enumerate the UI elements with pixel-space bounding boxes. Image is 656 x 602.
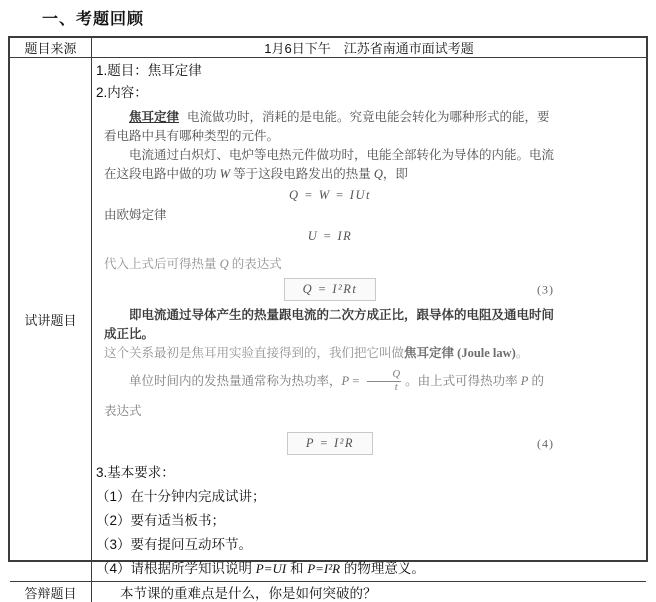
requirement-item-3: （3）要有提问互动环节。 <box>96 537 253 552</box>
formula-q-i2rt: Q = I²Rt <box>284 278 377 301</box>
equation-row-1 <box>104 186 556 205</box>
source-label: 题目来源 <box>10 38 92 57</box>
requirement-item-2: （2）要有适当板书； <box>96 513 226 528</box>
requirement-item-1: （1）在十分钟内完成试讲； <box>96 489 266 504</box>
source-row <box>10 38 646 58</box>
joule-law-term: 焦耳定律 <box>129 110 180 124</box>
defense-value: 本节课的重难点是什么，你是如何突破的？ <box>120 586 377 601</box>
fraction-numerator: Q <box>392 369 401 381</box>
formula-p-i2r: P = I²R <box>287 432 373 455</box>
equals-sign: = <box>349 374 363 388</box>
formula-p-i2r-inline: P=I²R <box>307 561 341 576</box>
fraction-denominator: t <box>367 381 401 394</box>
symbol-q2: Q <box>219 257 229 271</box>
joule-bold-statement: 即电流通过导体产生的热量跟电流的二次方成正比，跟导体的电阻及通电时间成正比。 <box>104 308 555 341</box>
symbol-p2: P <box>520 374 529 388</box>
textbook-excerpt <box>104 108 556 455</box>
excerpt-paragraph-1 <box>104 108 556 146</box>
origin-text-a: 这个关系最初是焦耳用实验直接得到的，我们把它叫做 <box>104 346 405 360</box>
excerpt-paragraph-2-text-b: 等于这段电路发出的热量 <box>230 167 374 181</box>
fraction-q-over-t <box>364 369 403 393</box>
defense-row <box>10 582 646 602</box>
substitute-text-a: 代入上式后可得热量 <box>104 257 220 271</box>
joule-law-term-2: 焦耳定律 <box>404 346 455 360</box>
power-text-c: 的表达式 <box>104 374 544 418</box>
symbol-w: W <box>219 167 231 181</box>
power-text-a: 单位时间内的发热量通常称为热功率， <box>129 374 342 388</box>
symbol-p: P <box>341 374 350 388</box>
power-text-b: 。由上式可得热功率 <box>405 374 521 388</box>
lecture-row <box>10 58 646 582</box>
equation-number-4: (4) <box>537 436 554 450</box>
requirement-4-text-b: 和 <box>286 561 308 576</box>
joule-law-english: (Joule law) <box>454 346 516 360</box>
source-value: 1月6日下午 江苏省南通市面试考题 <box>264 41 474 56</box>
requirements-title: 3.基本要求： <box>96 465 175 480</box>
lecture-item-content: 2.内容： <box>96 85 148 100</box>
substitute-line <box>104 255 556 274</box>
excerpt-paragraph-2-text-a: 电流通过白炽灯、电炉等电热元件做功时，电能全部转化为导体的内能。电流在这段电路中做的功 <box>104 148 555 181</box>
formula-q-w-iut: Q = W = IUt <box>289 188 371 202</box>
equation-row-4 <box>104 432 556 455</box>
equation-number-3: (3) <box>537 282 554 296</box>
joule-origin-line <box>104 344 556 363</box>
exam-review-table <box>8 36 648 601</box>
excerpt-paragraph-2 <box>104 146 556 184</box>
equation-row-3 <box>104 278 556 301</box>
lecture-content <box>92 58 646 581</box>
substitute-text-b: 的表达式 <box>228 257 282 271</box>
requirement-4-text-c: 的物理意义。 <box>340 561 425 576</box>
excerpt-paragraph-1-text: 电流做功时，消耗的是电能。究竟电能会转化为哪种形式的能，要看电路中具有哪种类型的元件。 <box>104 110 550 143</box>
symbol-q: Q <box>373 167 383 181</box>
heat-power-line <box>104 366 556 426</box>
lecture-item-title: 1.题目：焦耳定律 <box>96 63 202 78</box>
requirement-4-text-a: （4）请根据所学知识说明 <box>96 561 256 576</box>
requirement-item-4 <box>96 557 640 581</box>
equation-row-2 <box>104 227 556 246</box>
formula-p-ui-inline: P=UI <box>255 561 287 576</box>
page-title: 一、考题回顾 <box>42 11 145 28</box>
defense-label: 答辩题目 <box>10 582 92 602</box>
formula-u-ir: U = IR <box>307 229 353 243</box>
excerpt-paragraph-2-text-c: ，即 <box>382 167 408 181</box>
spacer <box>104 247 556 255</box>
origin-text-b: 。 <box>515 346 529 360</box>
ohm-law-label: 由欧姆定律 <box>104 208 167 222</box>
lecture-label: 试讲题目 <box>10 58 92 581</box>
